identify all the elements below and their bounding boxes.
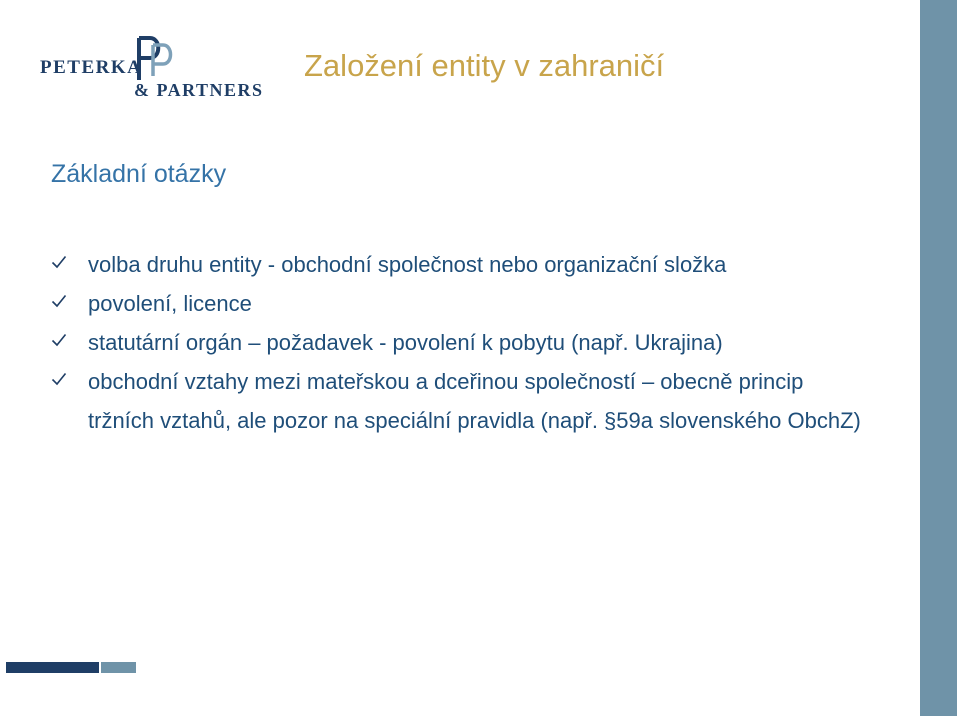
slide-title: Založení entity v zahraničí	[304, 48, 665, 83]
logo-text-partners: & PARTNERS	[134, 80, 264, 100]
logo-text-peterka: PETERKA	[40, 57, 143, 78]
checklist-item-text: volba druhu entity - obchodní společnost nebo organizační složka	[88, 252, 727, 277]
right-accent-bar	[920, 0, 957, 716]
checklist-item	[51, 323, 871, 362]
checklist	[51, 245, 871, 440]
checklist-item	[51, 245, 871, 284]
checklist-item-text: obchodní vztahy mezi mateřskou a dceřinou společností – obecně princip tržních vztahů, ale pozor na speciální pravidla (např. §59a slovenského ObchZ)	[88, 369, 861, 433]
footer-bar-light	[101, 662, 136, 673]
checklist-item-text: povolení, licence	[88, 291, 252, 316]
checklist-item	[51, 362, 871, 440]
checklist-item-text: statutární orgán – požadavek - povolení k pobytu (např. Ukrajina)	[88, 330, 723, 355]
check-icon	[51, 293, 67, 309]
footer-bar-dark	[6, 662, 99, 673]
check-icon	[51, 254, 67, 270]
checklist-item	[51, 284, 871, 323]
peterka-partners-logo	[40, 38, 270, 102]
check-icon	[51, 332, 67, 348]
section-heading: Základní otázky	[51, 160, 227, 188]
check-icon	[51, 371, 67, 387]
